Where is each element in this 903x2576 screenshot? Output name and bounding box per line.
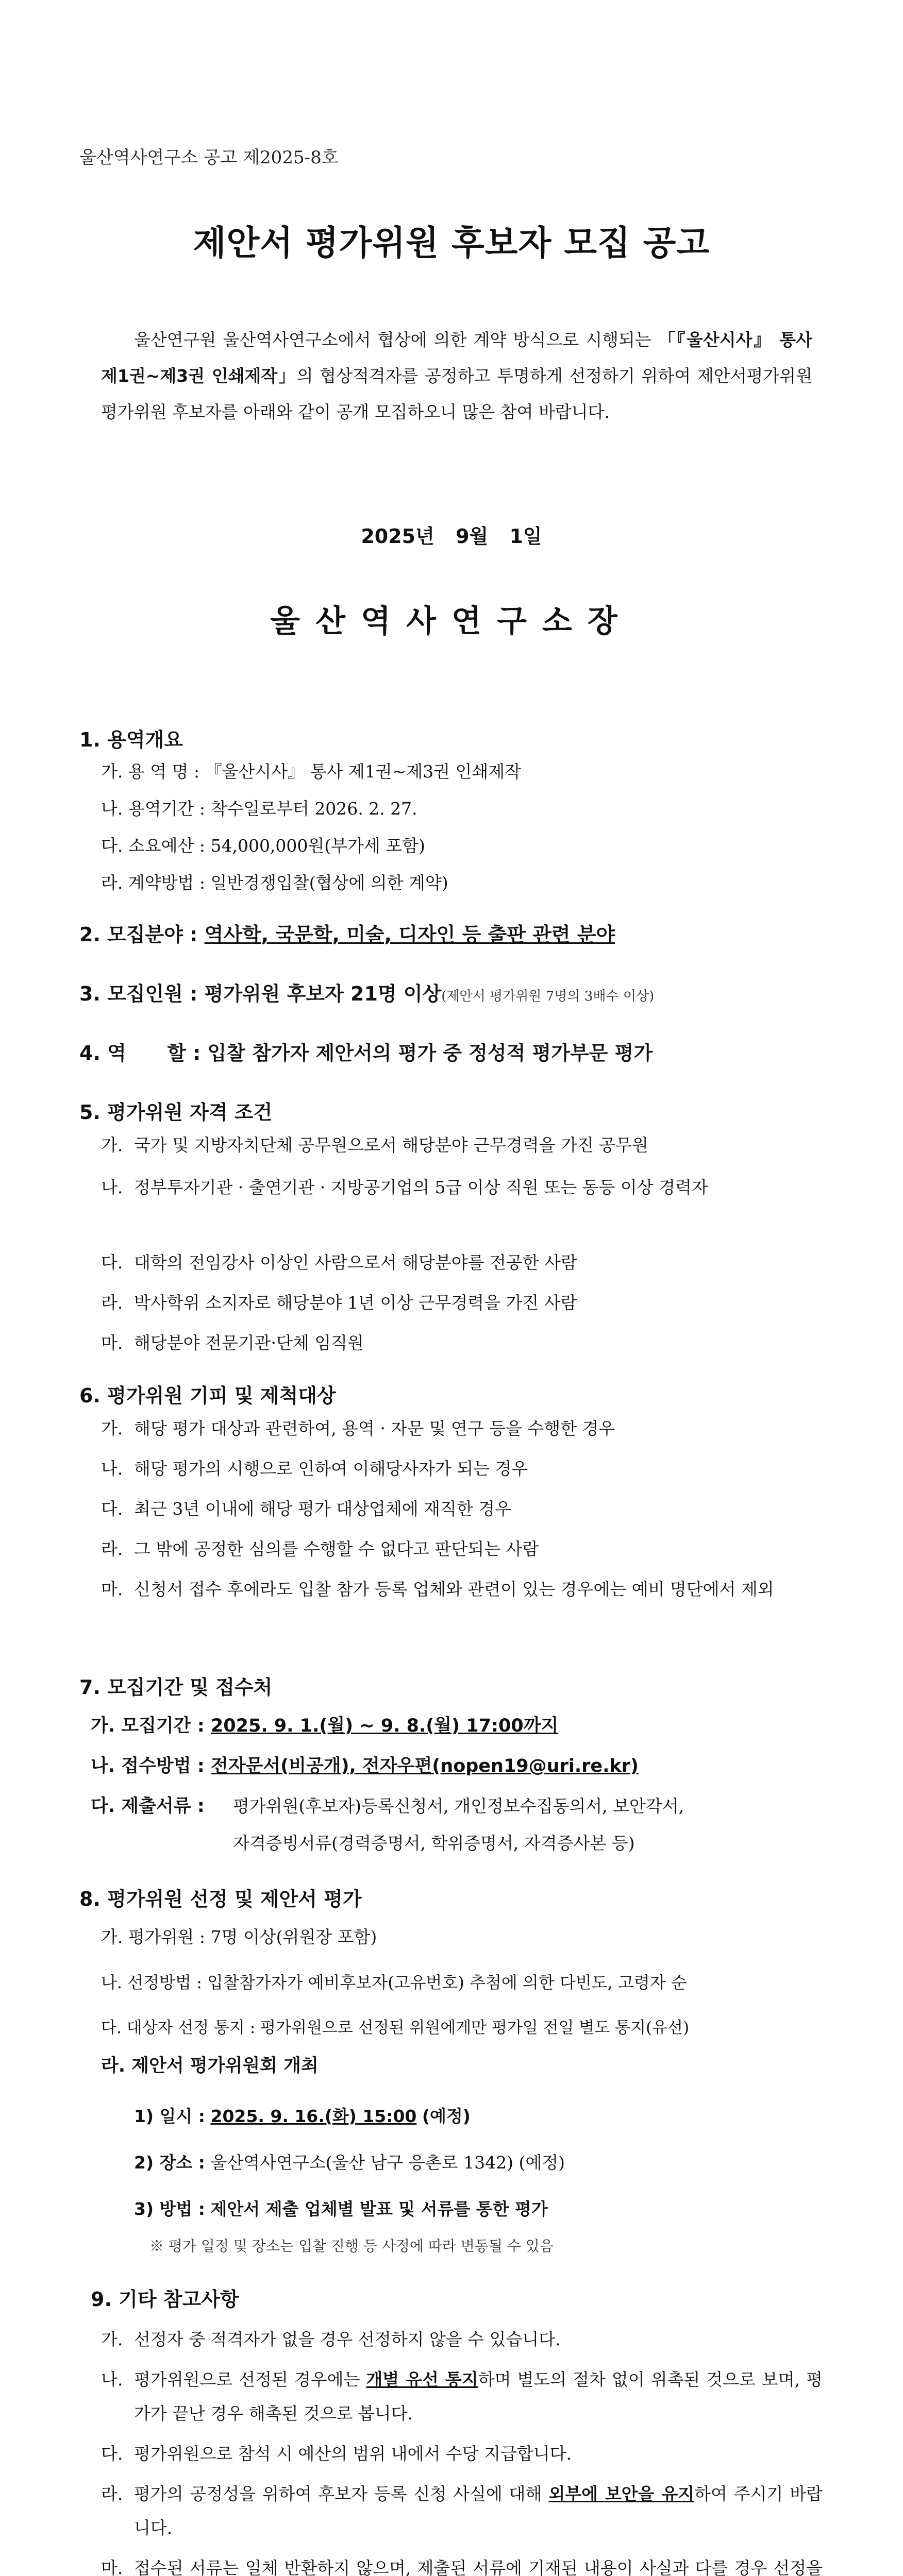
s9-item-e-text: 접수된 서류는 일체 반환하지 않으며, 제출된 서류에 기재된 내용이 사실과 다를 경우 선정을 [134,2558,823,2576]
page-title: 제안서 평가위원 후보자 모집 공고 [193,223,710,263]
section-4-value: 입찰 참가자 제안서의 평가 중 정성적 평가부문 평가 [207,1042,653,1064]
s9-b-text-2: 하며 별도의 절차 없이 위촉된 것으로 보며, 평가가 끝난 경우 해촉된 것으로 봅니다. [134,2369,823,2424]
s1-item-c: 다. 소요예산 : 54,000,000원(부가세 포함) [101,836,425,856]
s7-docs-line-2: 자격증빙서류(경력증명서, 학위증명서, 자격증사본 등) [233,1833,635,1853]
date-month: 9월 [456,525,489,548]
s6-item-e-text: 신청서 접수 후에라도 입찰 참가 등록 업체와 관련이 있는 경우에는 예비 명단에서 제외 [134,1579,774,1599]
s6-item-d-text: 그 밖에 공정한 심의를 수행할 수 없다고 판단되는 사람 [134,1539,539,1559]
s7-docs-line-1: 평가위원(후보자)등록신청서, 개인정보수집동의서, 보안각서, [233,1796,684,1816]
s8-d2-label: 2) 장소 : [134,2153,205,2173]
s9-item-a-text: 선정자 중 적격자가 없을 경우 선정하지 않을 수 있습니다. [134,2329,561,2349]
s9-d-text-2: 하여 주시기 바랍니다. [134,2484,823,2538]
section-3-value: 평가위원 후보자 21명 이상 [204,982,442,1005]
s5-item-b-marker: 나. [101,1177,123,1197]
s8-item-b: 나. 선정방법 : 입찰참가자가 예비후보자(고유번호) 추첨에 의한 다빈도, 고령자 순 [101,1973,687,1992]
section-3-note: (제안서 평가위원 7명의 3배수 이상) [441,989,655,1004]
date-day: 1일 [509,525,542,548]
section-7-heading: 7. 모집기간 및 접수처 [79,1676,273,1699]
s8-item-c: 다. 대상자 선정 통지 : 평가위원으로 선정된 위원에게만 평가일 전일 별도 통지(유선) [101,2019,690,2037]
section-2-heading: 2. 모집분야 : [79,923,198,946]
s6-item-e [101,1572,823,1606]
intro-project-name: 「『울산시사』 통사 제1권~제3권 인쇄제작」 [101,330,812,386]
s9-item-d-text [134,2477,823,2545]
s5-item-c [101,1246,823,1280]
s9-b-emphasis: 개별 유선 통지 [366,2369,478,2389]
s9-item-a [101,2323,823,2357]
section-3 [79,978,654,1006]
s9-item-d-marker: 라. [101,2484,123,2504]
s6-item-d [101,1532,823,1566]
s8-d1-tail: (예정) [422,2106,471,2126]
s6-item-b-text: 해당 평가의 시행으로 인하여 이해당사자가 되는 경우 [134,1459,528,1479]
s9-item-e-marker: 마. [101,2558,123,2576]
notice-number: 울산역사연구소 공고 제2025-8호 [79,147,339,168]
s5-item-b [101,1171,823,1205]
s9-item-c-text: 평가위원으로 참석 시 예산의 범위 내에서 수당 지급합니다. [134,2444,572,2464]
section-4 [79,1037,653,1065]
section-8-heading: 8. 평가위원 선정 및 제안서 평가 [79,1888,362,1910]
s6-item-a-text: 해당 평가 대상과 관련하여, 용역 · 자문 및 연구 등을 수행한 경우 [134,1418,615,1438]
s5-item-e-text: 해당분야 전문기관·단체 임직원 [134,1333,364,1353]
s7-docs-label: 다. 제출서류 : [91,1796,205,1817]
s6-item-a-marker: 가. [101,1418,123,1438]
s6-item-a [101,1412,823,1446]
issuer-name: 울산역사연구소장 [270,603,633,639]
s8-d1 [134,2103,471,2127]
intro-paragraph [101,322,812,430]
s8-d2 [134,2149,565,2174]
section-3-heading: 3. 모집인원 : [79,982,198,1005]
s1-item-a: 가. 용 역 명 : 『울산시사』 통사 제1권~제3권 인쇄제작 [101,761,521,782]
date-year: 2025년 [361,525,434,548]
s5-item-d-marker: 라. [101,1293,123,1313]
s7-period [91,1711,558,1737]
s8-item-d: 라. 제안서 평가위원회 개최 [101,2056,319,2076]
s5-item-d-text: 박사학위 소지자로 해당분야 1년 이상 근무경력을 가진 사람 [134,1293,577,1313]
s9-item-a-marker: 가. [101,2329,123,2349]
s8-d3-value: 제안서 제출 업체별 발표 및 서류를 통한 평가 [210,2199,548,2219]
s5-item-a-marker: 가. [101,1135,123,1155]
s9-item-b [101,2363,823,2431]
s6-item-d-marker: 라. [101,1539,123,1559]
s8-item-a: 가. 평가위원 : 7명 이상(위원장 포함) [101,1927,377,1947]
s9-item-d [101,2477,823,2545]
section-2 [79,919,615,947]
s6-item-b-marker: 나. [101,1459,123,1479]
intro-text-2: 의 협상적격자를 공정하고 투명하게 선정하기 위하여 제안서평가위원 평가위원 후보자를 아래와 같이 공개 모집하오니 많은 참여 바랍니다. [101,366,812,422]
s7-method [91,1752,639,1777]
s5-item-a [101,1128,823,1162]
s5-item-d [101,1286,823,1320]
s9-item-b-text [134,2363,823,2431]
section-6-heading: 6. 평가위원 기피 및 제척대상 [79,1384,336,1407]
s9-d-emphasis: 외부에 보안을 유지 [548,2484,695,2504]
s6-item-c [101,1492,823,1526]
s5-item-c-text: 대학의 전임강사 이상인 사람으로서 해당분야를 전공한 사람 [134,1252,577,1273]
s9-b-text-1: 평가위원으로 선정된 경우에는 [134,2369,366,2389]
s5-item-c-marker: 다. [101,1252,123,1273]
intro-text-1: 울산연구원 울산역사연구소에서 협상에 의한 계약 방식으로 시행되는 [134,330,651,350]
s9-item-e [101,2551,823,2576]
s9-item-c [101,2437,823,2471]
s7-method-label: 나. 접수방법 : [91,1756,205,1776]
s7-period-label: 가. 모집기간 : [91,1716,205,1736]
s8-d1-label: 1) 일시 : [134,2106,205,2126]
s5-item-e-marker: 마. [101,1333,123,1353]
section-9-heading: 9. 기타 참고사항 [91,2288,239,2311]
section-2-value: 역사학, 국문학, 미술, 디자인 등 출판 관련 분야 [204,923,615,946]
s9-item-c-marker: 다. [101,2444,123,2464]
s5-item-a-text: 국가 및 지방자치단체 공무원으로서 해당분야 근무경력을 가진 공무원 [134,1135,648,1155]
s7-period-value: 2025. 9. 1.(월) ~ 9. 8.(월) 17:00까지 [210,1716,559,1736]
s8-d2-value: 울산역사연구소(울산 남구 응촌로 1342) (예정) [210,2153,565,2173]
s8-d3 [134,2196,548,2220]
s9-d-text-1: 평가의 공정성을 위하여 후보자 등록 신청 사실에 대해 [134,2484,549,2504]
section-5-heading: 5. 평가위원 자격 조건 [79,1101,273,1124]
s8-d3-label: 3) 방법 : [134,2199,205,2219]
s7-method-value: 전자문서(비공개), 전자우편(nopen19@uri.re.kr) [210,1756,639,1776]
s6-item-c-marker: 다. [101,1499,123,1519]
s6-item-c-text: 최근 3년 이내에 해당 평가 대상업체에 재직한 경우 [134,1499,511,1519]
section-4-heading: 4. 역 할 : [79,1042,201,1064]
s6-item-e-marker: 마. [101,1579,123,1599]
s1-item-d: 라. 계약방법 : 일반경쟁입찰(협상에 의한 계약) [101,873,448,893]
s9-item-b-marker: 나. [101,2369,123,2389]
s1-item-b: 나. 용역기간 : 착수일로부터 2026. 2. 27. [101,799,417,819]
s5-item-b-text: 정부투자기관 · 출연기관 · 지방공기업의 5급 이상 직원 또는 동등 이상 경력자 [134,1177,708,1197]
s5-item-e [101,1326,823,1360]
s8-note: ※ 평가 일정 및 장소는 입찰 진행 등 사정에 따라 변동될 수 있음 [149,2238,554,2255]
s6-item-b [101,1452,823,1486]
section-1-heading: 1. 용역개요 [79,728,183,751]
notice-date [0,520,903,549]
s8-d1-value: 2025. 9. 16.(화) 15:00 [210,2106,417,2126]
